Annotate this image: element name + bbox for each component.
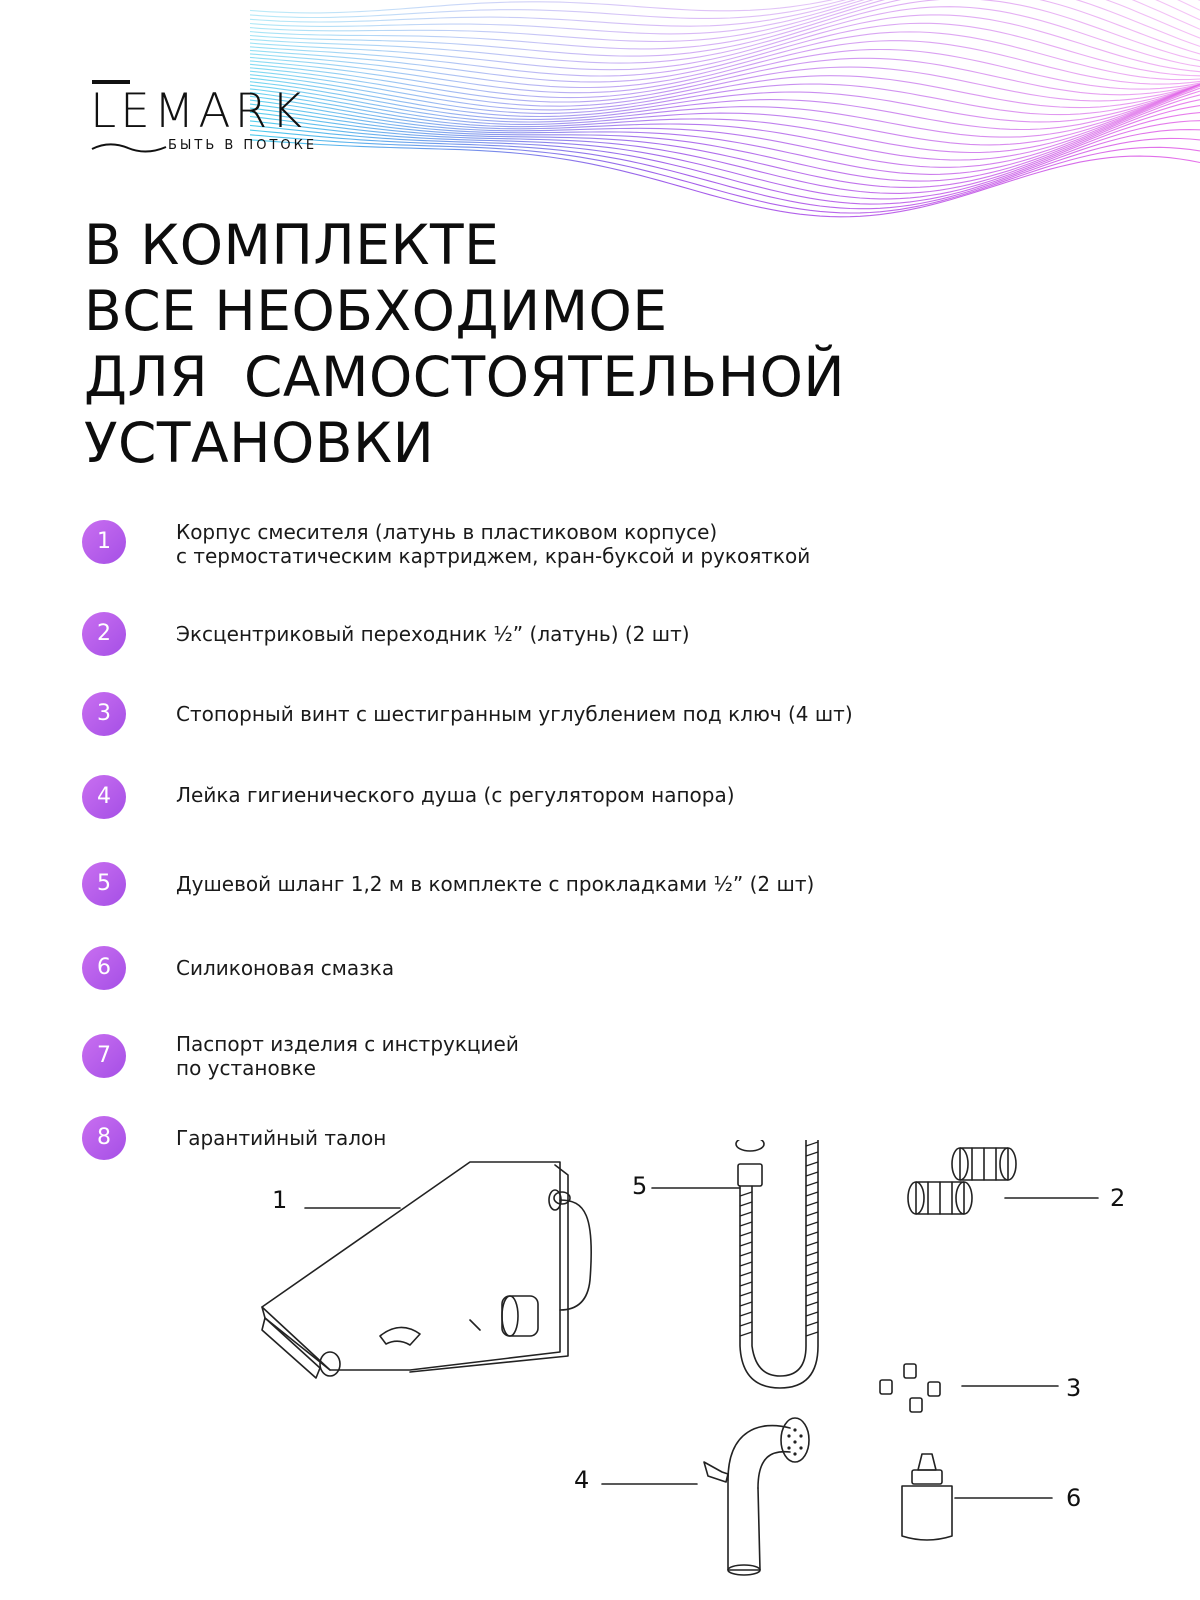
item-number-badge: 7 [82,1034,126,1078]
item-text: Паспорт изделия с инструкцией по установке [176,1032,519,1080]
wave-line [250,23,1200,82]
set-screws-drawing [880,1364,940,1412]
item-number-badge: 3 [82,692,126,736]
title-line: В КОМПЛЕКТЕ [84,213,500,277]
mixer-body-drawing [262,1162,591,1378]
item-number-badge: 8 [82,1116,126,1160]
item-text: Корпус смесителя (латунь в пластиковом корпусе) с термостатическим картриджем, кран-буксой и рукояткой [176,520,811,568]
brand-tagline: БЫТЬ В ПОТОКЕ [168,138,318,153]
brand-name: LEMARK [90,84,307,139]
item-number-badge: 5 [82,862,126,906]
silicone-grease-drawing [902,1454,952,1540]
logo-wave-icon [90,142,170,154]
item-text: Стопорный винт с шестигранным углублением под ключ (4 шт) [176,702,853,726]
item-number-badge: 2 [82,612,126,656]
item-text: Эксцентриковый переходник ½” (латунь) (2 шт) [176,622,690,646]
item-text: Душевой шланг 1,2 м в комплекте с прокладками ½” (2 шт) [176,872,815,896]
callout-5: 5 [632,1172,648,1200]
title-line: ВСЕ НЕОБХОДИМОЕ [84,279,668,343]
callout-3: 3 [1066,1374,1082,1402]
item-text: Гарантийный талон [176,1126,387,1150]
item-number-badge: 4 [82,775,126,819]
item-text: Лейка гигиенического душа (с регулятором напора) [176,783,735,807]
wave-line [250,0,1200,13]
shower-hose-drawing [736,1140,820,1388]
item-number-badge: 6 [82,946,126,990]
callout-6: 6 [1066,1484,1082,1512]
wave-line [250,84,1200,137]
title-line: УСТАНОВКИ [84,411,435,475]
callout-2: 2 [1110,1184,1126,1212]
parts-diagram [0,1140,1200,1600]
item-text: Силиконовая смазка [176,956,395,980]
callout-1: 1 [272,1186,288,1214]
wave-line [250,130,1200,209]
eccentric-adapters-drawing [908,1148,1016,1214]
wave-line [250,0,1200,34]
title-line: ДЛЯ САМОСТОЯТЕЛЬНОЙ [84,345,846,409]
wave-line [250,75,1200,115]
callout-4: 4 [574,1466,590,1494]
hygienic-shower-drawing [704,1418,809,1575]
item-number-badge: 1 [82,520,126,564]
page-title [84,212,1164,476]
